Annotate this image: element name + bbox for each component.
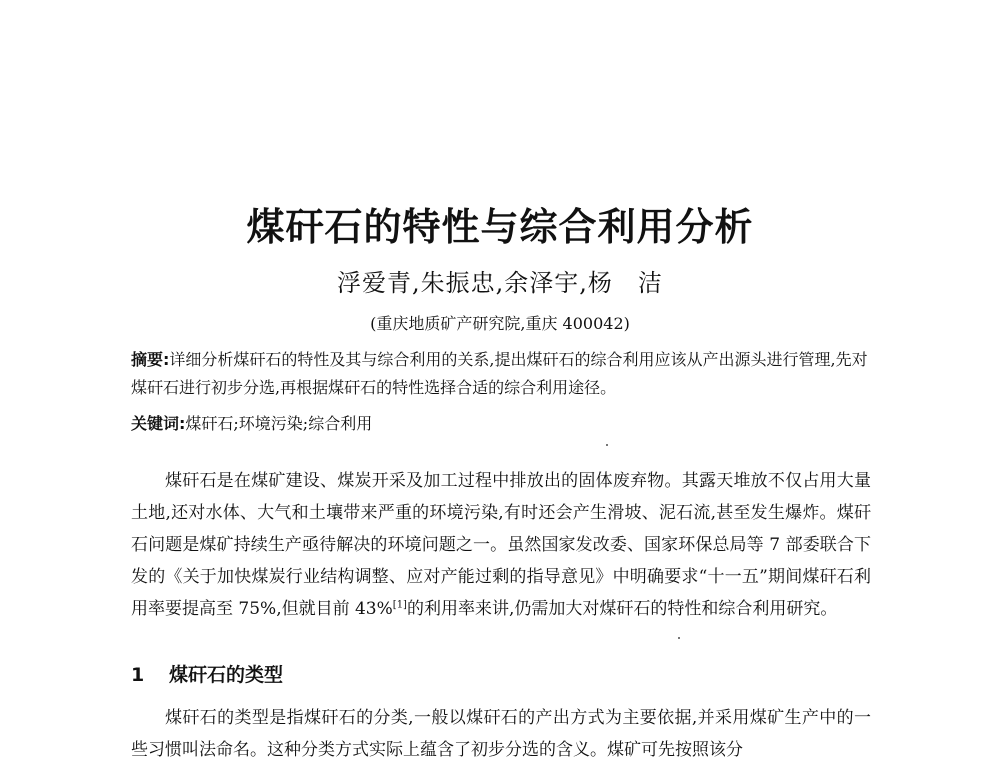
author-list: 浮爱青,朱振忠,余泽宇,杨 洁 <box>337 269 663 297</box>
paper-title: 煤矸石的特性与综合利用分析 <box>246 205 754 249</box>
intro-text-part2: 的利用率来讲,仍需加大对煤矸石的特性和综合利用研究。 <box>406 599 838 619</box>
keywords <box>131 410 871 438</box>
abstract-text: 详细分析煤矸石的特性及其与综合利用的关系,提出煤矸石的综合利用应该从产出源头进行管理,先对煤矸石进行初步分选,再根据煤矸石的特性选择合适的综合利用途径。 <box>131 350 868 397</box>
citation-marker: [1] <box>392 599 407 611</box>
section-number: 1 <box>131 664 145 686</box>
intro-paragraph <box>131 465 871 625</box>
abstract <box>131 346 871 402</box>
keywords-label: 关键词: <box>131 414 186 433</box>
scan-speck <box>606 444 608 446</box>
section-heading <box>131 660 283 687</box>
section-title: 煤矸石的类型 <box>169 664 284 686</box>
affiliation: (重庆地质矿产研究院,重庆 400042) <box>370 314 630 333</box>
keywords-text: 煤矸石;环境污染;综合利用 <box>185 414 373 433</box>
section-paragraph: 煤矸石的类型是指煤矸石的分类,一般以煤矸石的产出方式为主要依据,并采用煤矿生产中的一些习惯叫法命名。这种分类方式实际上蕴含了初步分选的含义。煤矿可先按照该分 <box>131 708 871 760</box>
intro-text-part1: 煤矸石是在煤矿建设、煤炭开采及加工过程中排放出的固体废弃物。其露天堆放不仅占用大量土地,还对水体、大气和土壤带来严重的环境污染,有时还会产生滑坡、泥石流,甚至发生爆炸。煤矸石问题是煤矿持续生产亟待解决的环境问题之一。虽然国家发改委、国家环保总局等 7 部委联合下发的《关于加快煤炭行业结构调整、应对产能过剩的指导意见》中明确要求“十一五”期间煤矸石利用率要提高至 75%,但就目前 43% <box>131 471 871 619</box>
abstract-label: 摘要: <box>131 350 170 369</box>
scan-speck <box>678 637 680 639</box>
